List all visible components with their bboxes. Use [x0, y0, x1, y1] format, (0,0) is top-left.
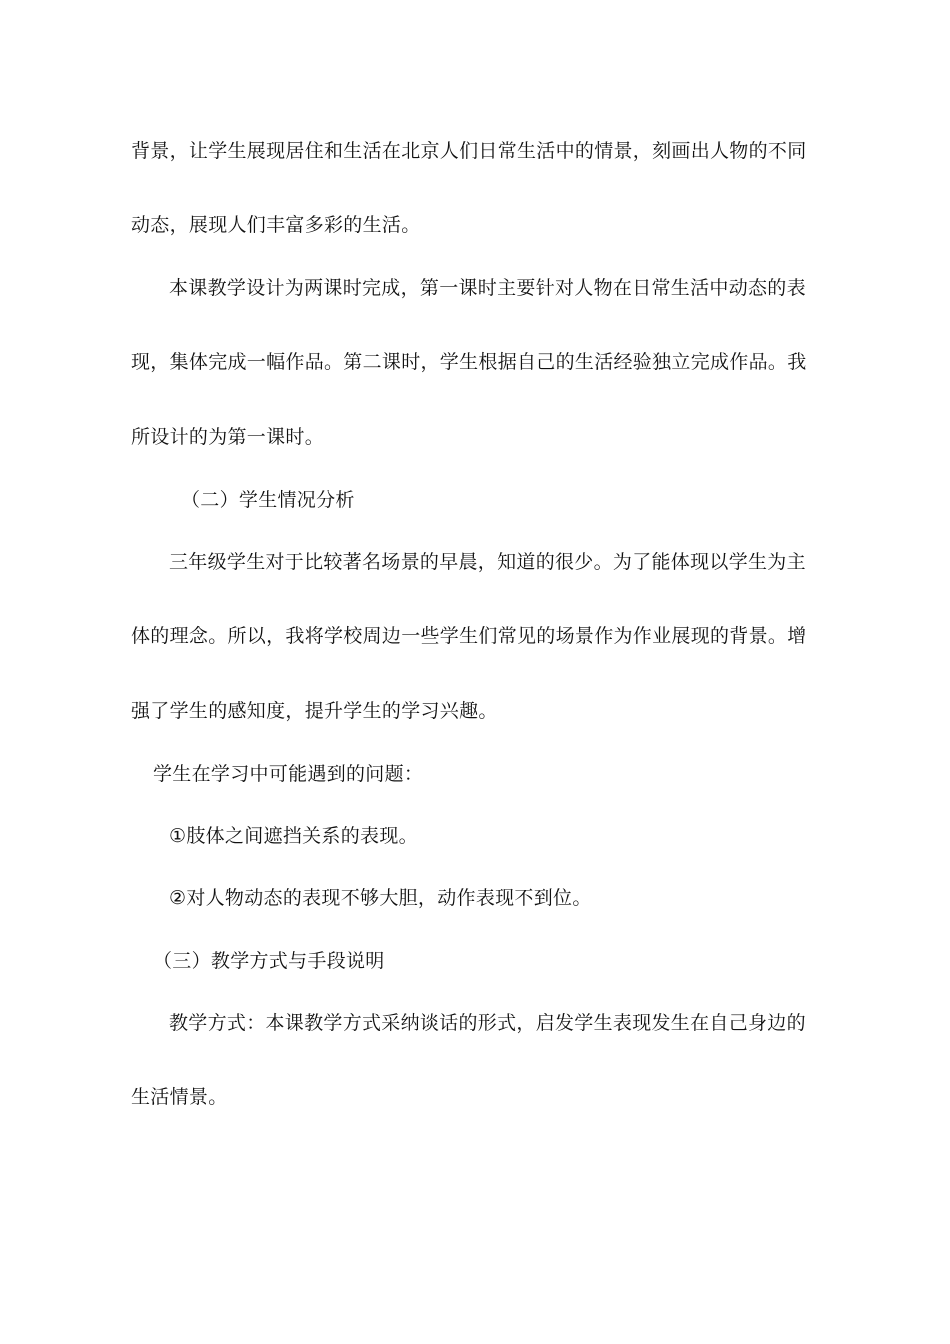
paragraph-line-1: 背景，让学生展现居住和生活在北京人们日常生活中的情景，刻画出人物的不同 [131, 140, 807, 162]
paragraph-line-15: 生活情景。 [131, 1086, 228, 1108]
paragraph-line-14: 教学方式：本课教学方式采纳谈话的形式，启发学生表现发生在自己身边的 [169, 1012, 806, 1034]
paragraph-line-7: 三年级学生对于比较著名场景的早晨，知道的很少。为了能体现以学生为主 [169, 551, 806, 573]
problem-item-2: ②对人物动态的表现不够大胆，动作表现不到位。 [169, 887, 592, 909]
section-heading-teaching-method: （三）教学方式与手段说明 [153, 950, 385, 972]
paragraph-line-5: 所设计的为第一课时。 [131, 426, 325, 448]
paragraph-line-2: 动态，展现人们丰富多彩的生活。 [131, 214, 421, 236]
section-heading-student-analysis: （二）学生情况分析 [181, 489, 355, 511]
paragraph-line-4: 现，集体完成一幅作品。第二课时，学生根据自己的生活经验独立完成作品。我 [131, 351, 807, 373]
problem-item-1: ①肢体之间遮挡关系的表现。 [169, 825, 418, 847]
paragraph-line-8: 体的理念。所以，我将学校周边一些学生们常见的场景作为作业展现的背景。增 [131, 625, 807, 647]
paragraph-line-9: 强了学生的感知度，提升学生的学习兴趣。 [131, 700, 498, 722]
paragraph-line-3: 本课教学设计为两课时完成，第一课时主要针对人物在日常生活中动态的表 [169, 277, 806, 299]
problems-intro: 学生在学习中可能遇到的问题： [153, 763, 424, 785]
